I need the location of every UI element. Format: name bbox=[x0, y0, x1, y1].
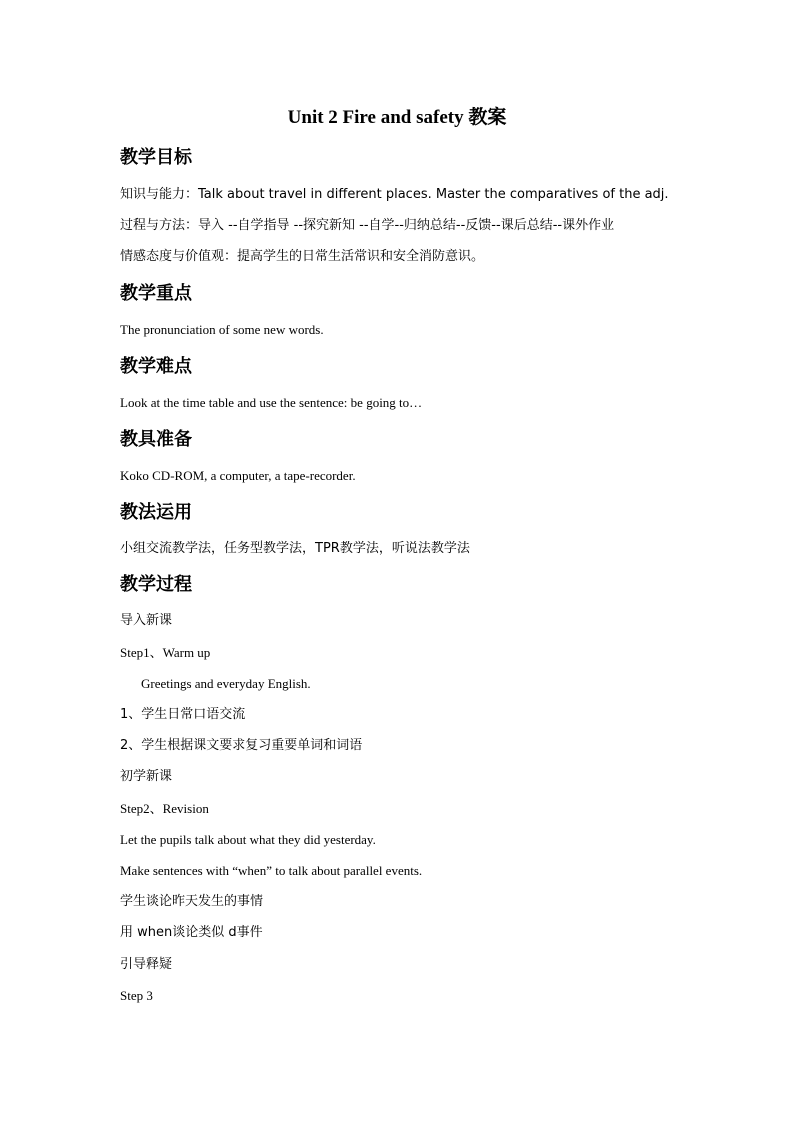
procedure-line: Step1、Warm up bbox=[120, 645, 211, 660]
procedure-line: 用 when谈论类似 d事件 bbox=[120, 925, 263, 940]
procedure-line: 2、学生根据课文要求复习重要单词和词语 bbox=[120, 738, 363, 753]
document-title: Unit 2 Fire and safety 教案 bbox=[287, 107, 507, 128]
procedure-line: Let the pupils talk about what they did yesterday. bbox=[120, 832, 376, 847]
procedure-line: Step 3 bbox=[120, 988, 153, 1003]
procedure-line: Greetings and everyday English. bbox=[141, 676, 311, 691]
objective-knowledge: 知识与能力：Talk about travel in different places. Master the comparatives of the adj. bbox=[120, 187, 669, 202]
objective-emotion: 情感态度与价值观：提高学生的日常生活常识和安全消防意识。 bbox=[120, 249, 485, 264]
difficulties-text: Look at the time table and use the sentence: be going to… bbox=[120, 395, 423, 410]
procedure-line: 初学新课 bbox=[120, 769, 173, 784]
methods-text: 小组交流教学法，任务型教学法，TPR教学法，听说法教学法 bbox=[120, 541, 470, 556]
heading-objectives: 教学目标 bbox=[120, 147, 192, 168]
materials-text: Koko CD-ROM, a computer, a tape-recorder. bbox=[120, 468, 356, 483]
procedure-line: Step2、Revision bbox=[120, 801, 209, 816]
procedure-line: 学生谈论昨天发生的事情 bbox=[120, 894, 264, 909]
heading-materials: 教具准备 bbox=[120, 429, 192, 450]
heading-difficulties: 教学难点 bbox=[120, 356, 192, 377]
heading-key-points: 教学重点 bbox=[120, 283, 192, 304]
procedure-line: 引导释疑 bbox=[120, 957, 173, 972]
key-points-text: The pronunciation of some new words. bbox=[120, 322, 324, 337]
procedure-line: 导入新课 bbox=[120, 613, 173, 628]
heading-methods: 教法运用 bbox=[120, 502, 192, 523]
procedure-line: 1、学生日常口语交流 bbox=[120, 707, 246, 722]
heading-procedure: 教学过程 bbox=[120, 574, 192, 595]
objective-process: 过程与方法：导入 --自学指导 --探究新知 --自学--归纳总结--反馈--课后总结--课外作业 bbox=[120, 218, 615, 233]
procedure-line: Make sentences with “when” to talk about parallel events. bbox=[120, 863, 423, 878]
